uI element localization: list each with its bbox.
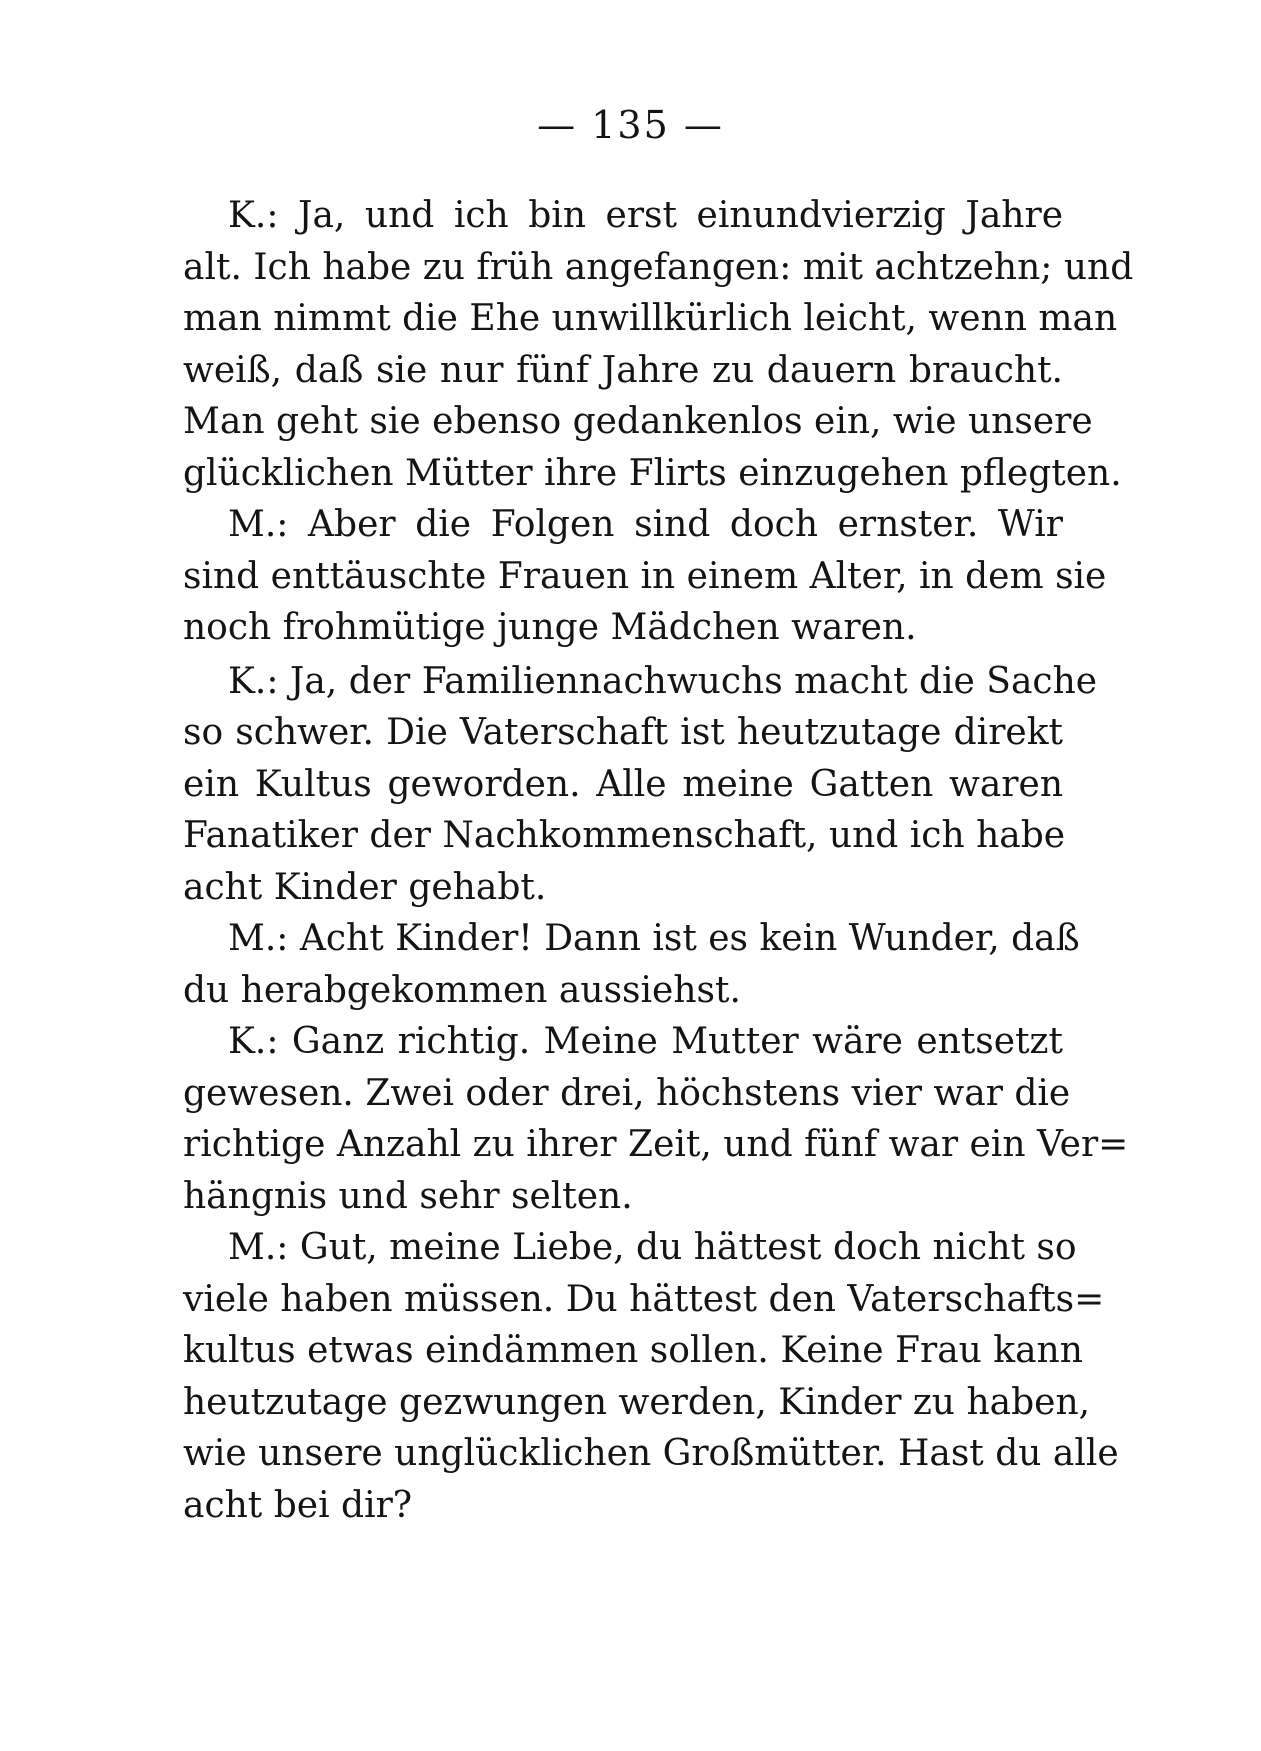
text-line: heutzutage gezwungen werden, Kinder zu haben,: [183, 1381, 1091, 1423]
text-line: M.: Gut, meine Liebe, du hättest doch nicht so: [228, 1227, 1077, 1268]
text-line: man nimmt die Ehe unwillkürlich leicht, wenn man: [183, 298, 1118, 339]
text-line: acht Kinder gehabt.: [183, 866, 547, 908]
text-line: glücklichen Mütter ihre Flirts einzugehen pflegten.: [183, 452, 1122, 494]
text-line: Fanatiker der Nachkommenschaft, und ich habe: [183, 815, 1066, 856]
paragraph: [183, 913, 1080, 1016]
paragraph: [183, 1016, 1129, 1222]
text-line: sind enttäuschte Frauen in einem Alter, in dem sie: [183, 555, 1107, 597]
text-line: M.: Acht Kinder! Dann ist es kein Wunder, daß: [228, 918, 1080, 959]
text-line: gewesen. Zwei oder drei, höchstens vier war die: [183, 1072, 1071, 1114]
text-line: weiß, daß sie nur fünf Jahre zu dauern braucht.: [183, 349, 1063, 391]
paragraph: [183, 656, 1098, 914]
text-line: hängnis und sehr selten.: [183, 1175, 633, 1217]
text-line: wie unsere unglücklichen Großmütter. Hast du alle: [183, 1433, 1119, 1474]
text-line: so schwer. Die Vaterschaft ist heutzutage direkt: [183, 712, 1063, 753]
page-number: — 135 —: [537, 103, 724, 147]
text-line: K.: Ja, und ich bin erst einundvierzig Jahre: [228, 195, 1063, 236]
text-line: ein Kultus geworden. Alle meine Gatten waren: [183, 763, 1063, 805]
paragraph: [183, 499, 1107, 654]
text-line: noch frohmütige junge Mädchen waren.: [183, 607, 917, 648]
text-line: viele haben müssen. Du hättest den Vaterschafts=: [183, 1278, 1105, 1320]
text-line: K.: Ganz richtig. Meine Mutter wäre entsetzt: [228, 1021, 1063, 1062]
paragraph: [183, 190, 1134, 499]
paragraph: [183, 1222, 1119, 1531]
body-text: [183, 190, 1134, 1531]
text-line: acht bei dir?: [183, 1484, 413, 1526]
text-line: alt. Ich habe zu früh angefangen: mit achtzehn; und: [183, 246, 1134, 288]
text-line: Man geht sie ebenso gedankenlos ein, wie unsere: [183, 401, 1093, 442]
text-line: richtige Anzahl zu ihrer Zeit, und fünf war ein Ver=: [183, 1124, 1129, 1165]
text-line: kultus etwas eindämmen sollen. Keine Frau kann: [183, 1330, 1083, 1371]
text-line: du herabgekommen aussiehst.: [183, 969, 741, 1011]
text-line: K.: Ja, der Familiennachwuchs macht die Sache: [228, 660, 1098, 702]
text-line: M.: Aber die Folgen sind doch ernster. Wir: [228, 504, 1063, 545]
